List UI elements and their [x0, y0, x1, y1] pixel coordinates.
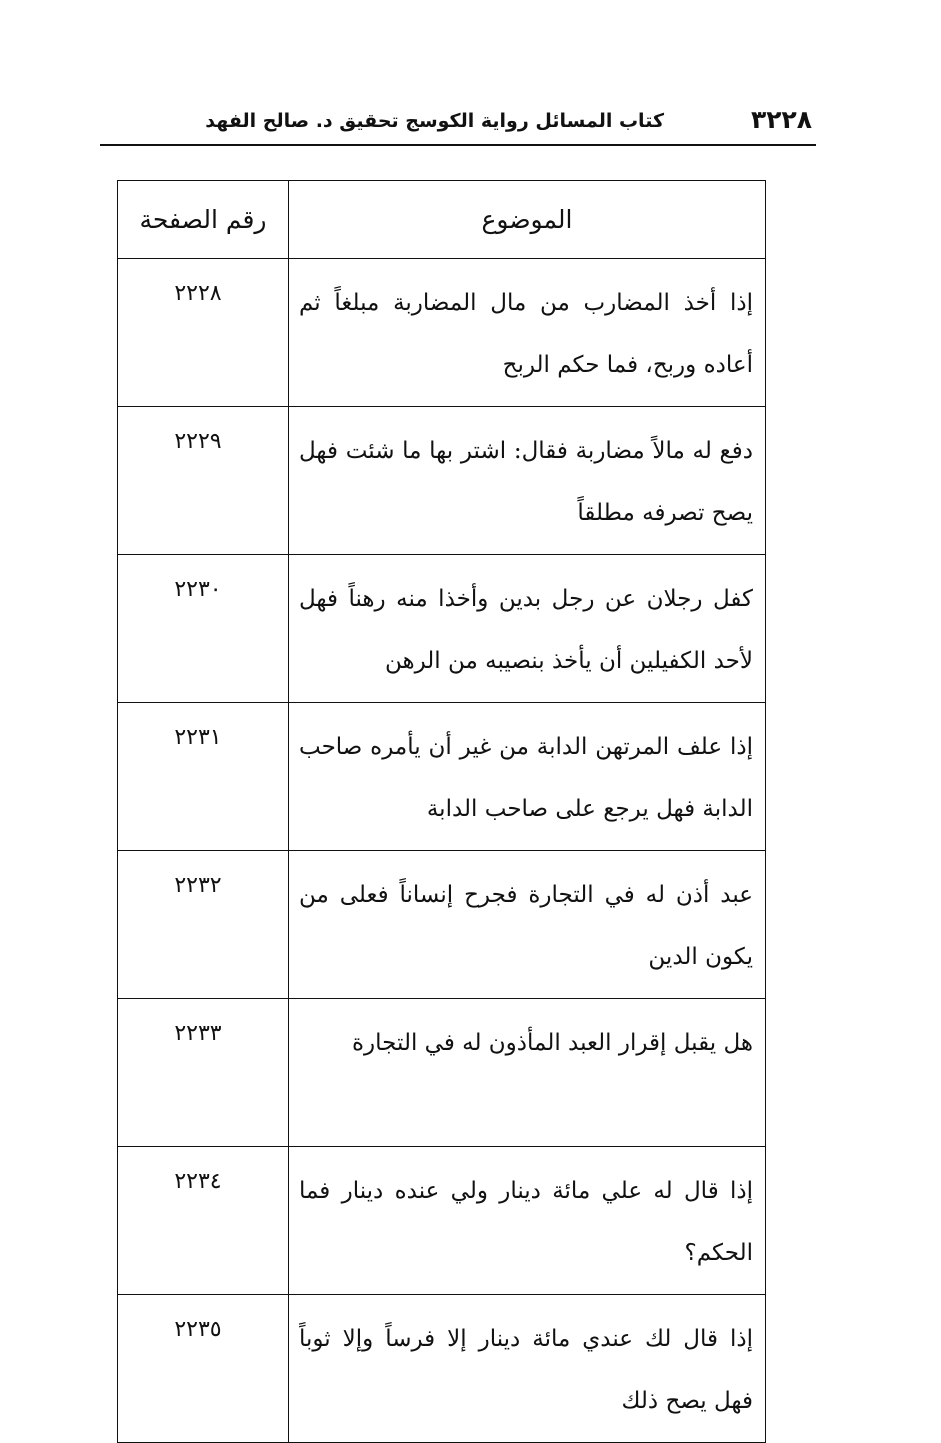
table-row	[118, 259, 766, 407]
page-number-cell	[118, 259, 289, 407]
topic-cell: إذا أخذ المضارب من مال المضاربة مبلغاً ثم أعاده وربح، فما حكم الربح	[289, 259, 766, 407]
topic-cell: إذا قال له علي مائة دينار ولي عنده دينار فما الحكم؟	[289, 1147, 766, 1295]
page-ref: ٢٢٣٠	[174, 577, 222, 602]
page-number-cell	[118, 1147, 289, 1295]
page-ref: ٢٢٢٨	[174, 281, 222, 306]
topics-index-table	[117, 180, 766, 1443]
table-row	[118, 703, 766, 851]
page-ref: ٢٢٣٥	[174, 1317, 222, 1342]
topic-cell: دفع له مالاً مضاربة فقال: اشتر بها ما شئت فهل يصح تصرفه مطلقاً	[289, 407, 766, 555]
page-number: ٣٢٢٨	[750, 105, 812, 134]
page-number-cell	[118, 555, 289, 703]
page-number-cell	[118, 703, 289, 851]
topic-cell: إذا قال لك عندي مائة دينار إلا فرساً وإلا ثوباً فهل يصح ذلك	[289, 1295, 766, 1443]
topic-cell: عبد أذن له في التجارة فجرح إنساناً فعلى من يكون الدين	[289, 851, 766, 999]
page-number-cell	[118, 999, 289, 1147]
table-row	[118, 999, 766, 1147]
table-row	[118, 407, 766, 555]
book-title: كتاب المسائل رواية الكوسج تحقيق د. صالح الفهد	[205, 110, 664, 132]
table-row	[118, 1295, 766, 1443]
page-ref: ٢٢٣٤	[174, 1169, 222, 1194]
table-row	[118, 851, 766, 999]
table-row	[118, 1147, 766, 1295]
topic-cell: هل يقبل إقرار العبد المأذون له في التجارة	[289, 999, 766, 1147]
topic-cell: كفل رجلان عن رجل بدين وأخذا منه رهناً فهل لأحد الكفيلين أن يأخذ بنصيبه من الرهن	[289, 555, 766, 703]
page-number-cell	[118, 1295, 289, 1443]
topic-cell: إذا علف المرتهن الدابة من غير أن يأمره صاحب الدابة فهل يرجع على صاحب الدابة	[289, 703, 766, 851]
page-number-cell	[118, 851, 289, 999]
column-header-page: رقم الصفحة	[118, 181, 289, 259]
page-ref: ٢٢٢٩	[174, 429, 222, 454]
page-ref: ٢٢٣١	[174, 725, 222, 750]
page-number-cell	[118, 407, 289, 555]
table-header-row	[118, 181, 766, 259]
column-header-topic: الموضوع	[289, 181, 766, 259]
page-ref: ٢٢٣٢	[174, 873, 222, 898]
table-row	[118, 555, 766, 703]
page-ref: ٢٢٣٣	[174, 1021, 222, 1046]
running-header	[100, 104, 816, 146]
